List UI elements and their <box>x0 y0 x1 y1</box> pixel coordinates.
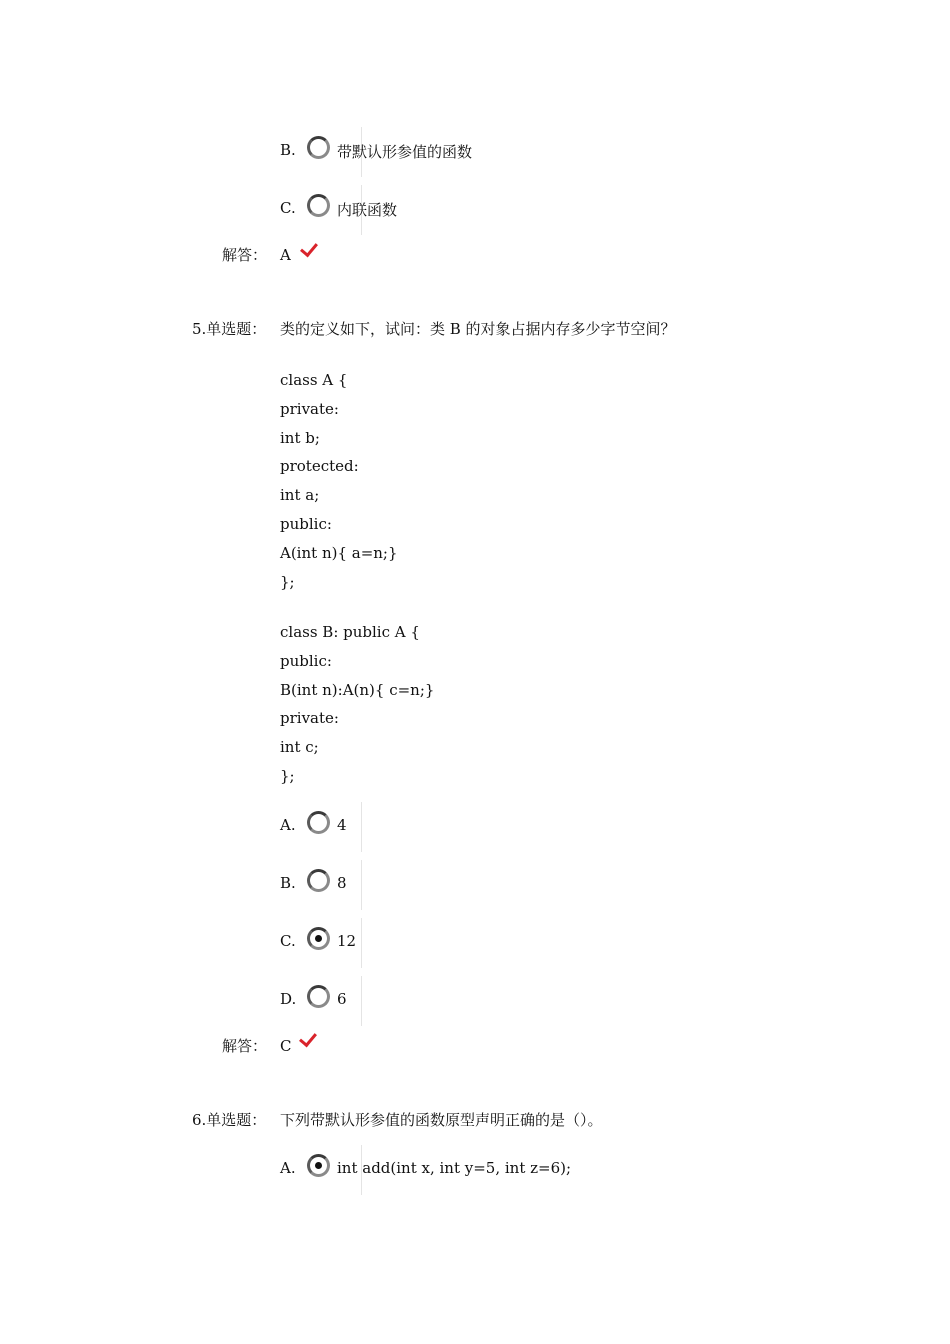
radio-button-selected[interactable] <box>307 1154 330 1177</box>
code-line: A(int n){ a=n;} <box>280 543 398 562</box>
option-letter: B. <box>280 874 296 892</box>
code-line: int c; <box>280 738 319 757</box>
radio-button-selected[interactable] <box>307 927 330 950</box>
option-text: int add(int x, int y=5, int z=6); <box>337 1159 572 1177</box>
radio-button[interactable] <box>307 869 330 892</box>
question-text: 下列带默认形参值的函数原型声明正确的是（）。 <box>280 1111 603 1129</box>
code-line: class B: public A { <box>280 623 420 641</box>
option-text: 内联函数 <box>337 201 398 219</box>
option-letter: A. <box>280 1159 296 1177</box>
checkmark-icon <box>299 1029 317 1048</box>
option-text: 12 <box>337 932 357 950</box>
divider <box>361 976 362 1026</box>
radio-button[interactable] <box>307 985 330 1008</box>
question-text: 类的定义如下，试问：类 B 的对象占据内存多少字节空间？ <box>280 320 676 338</box>
answer-value: C <box>280 1037 292 1055</box>
q5-option-c[interactable] <box>280 918 680 964</box>
code-line: private: <box>280 399 339 418</box>
option-letter: C. <box>280 932 296 950</box>
code-line: class A { <box>280 371 348 389</box>
radio-button[interactable] <box>307 136 330 159</box>
code-line: int a; <box>280 486 320 505</box>
code-line: }; <box>280 572 295 591</box>
option-letter: C. <box>280 199 296 217</box>
code-line: public: <box>280 514 332 533</box>
checkmark-icon <box>300 239 318 258</box>
code-line: protected: <box>280 457 359 476</box>
q5-option-d[interactable] <box>280 976 680 1022</box>
option-text: 6 <box>337 990 347 1008</box>
option-text: 8 <box>337 874 347 892</box>
q4-option-b[interactable] <box>280 127 680 173</box>
code-block-class-b <box>280 618 434 791</box>
question-number: 5.单选题： <box>192 320 267 338</box>
radio-button[interactable] <box>307 811 330 834</box>
divider <box>361 860 362 910</box>
option-text: 带默认形参值的函数 <box>337 143 473 161</box>
answer-label: 解答： <box>222 246 268 264</box>
divider <box>361 918 362 968</box>
option-letter: D. <box>280 990 297 1008</box>
code-line: int b; <box>280 428 320 447</box>
answer-value: A <box>280 246 291 264</box>
q5-option-a[interactable] <box>280 802 680 848</box>
option-letter: A. <box>280 816 296 834</box>
q4-option-c[interactable] <box>280 185 680 231</box>
code-line: public: <box>280 651 332 670</box>
code-line: B(int n):A(n){ c=n;} <box>280 680 435 699</box>
option-letter: B. <box>280 141 296 159</box>
answer-label: 解答： <box>222 1037 268 1055</box>
divider <box>361 802 362 852</box>
question-number: 6.单选题： <box>192 1111 267 1129</box>
option-text: 4 <box>337 816 347 834</box>
q6-option-a[interactable] <box>280 1145 680 1191</box>
q5-option-b[interactable] <box>280 860 680 906</box>
code-line: private: <box>280 709 339 728</box>
code-block-class-a <box>280 366 398 596</box>
radio-button[interactable] <box>307 194 330 217</box>
code-line: }; <box>280 766 295 785</box>
